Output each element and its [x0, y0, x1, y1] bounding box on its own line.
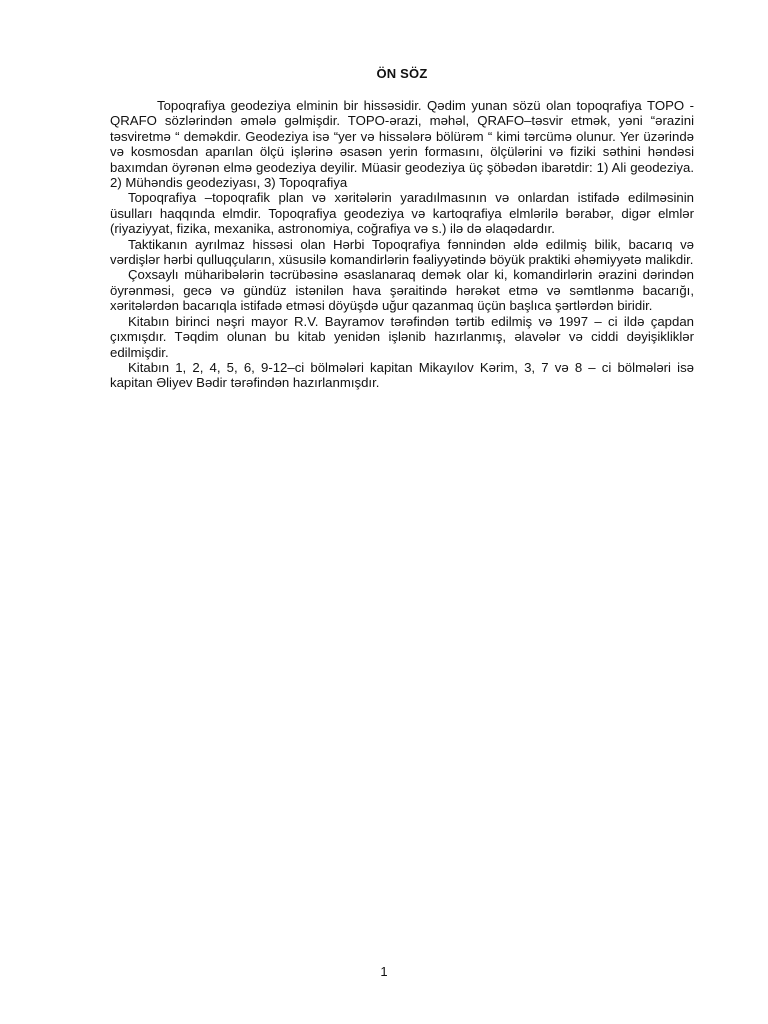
paragraph-intro: Topoqrafiya geodeziya elminin bir hissəsidir. Qədim yunan sözü olan topoqrafiya TOPO - QRAFO sözlərindən əmələ gəlmişdir. TOPO-ərazi, məhəl, QRAFO–təsvir etmək, yəni “ərazini təsviretmə “ deməkdir. Geodeziya isə “yer və hissələrə bölürəm “ kimi tərcümə olunur. Yer üzərində və kosmosdan aparılan ölçü işlərinə əsasən yerin formasını, ölçülərini və fiziki səthini həndəsi baxımdan öyrənən elmə geodeziya deyilir. Müasir geodeziya üç şöbədən ibarətdir: 1) Ali geodeziya. 2) Mühəndis geodeziyası, 3) Topoqrafiya	[110, 98, 694, 191]
paragraph-first-edition: Kitabın birinci nəşri mayor R.V. Bayramov tərəfindən tərtib edilmiş və 1997 – ci ildə çapdan çıxmışdır. Təqdim olunan bu kitab yenidən işlənib hazırlanmış, əlavələr və ciddi dəyişikliklər edilmişdir.	[110, 313, 694, 360]
document-body	[110, 66, 694, 391]
paragraph-topography-definition: Topoqrafiya –topoqrafik plan və xəritələrin yaradılmasının və onlardan istifadə edilməsinin üsulları haqqında elmdir. Topoqrafiya geodeziya və kartoqrafiya elmlərilə bərabər, digər elmlər (riyaziyyat, fizika, mexanika, astronomiya, coğrafiya və s.) ilə də əlaqədardır.	[110, 190, 694, 237]
section-title: ÖN SÖZ	[376, 66, 428, 81]
paragraph-authors: Kitabın 1, 2, 4, 5, 6, 9-12–ci bölmələri kapitan Mikayılov Kərim, 3, 7 və 8 – ci bölmələri isə kapitan Əliyev Bədir tərəfindən hazırlanmışdır.	[110, 359, 694, 391]
paragraph-military-topography: Taktikanın ayrılmaz hissəsi olan Hərbi Topoqrafiya fənnindən əldə edilmiş bilik, bacarıq və vərdişlər hərbi qulluqçuların, xüsusilə komandirlərin fəaliyyətində böyük praktiki əhəmiyyətə malikdir.	[110, 236, 694, 268]
paragraph-war-experience: Çoxsaylı müharibələrin təcrübəsinə əsaslanaraq demək olar ki, komandirlərin ərazini dərindən öyrənməsi, gecə və gündüz istənilən hava şəraitində hərəkət etmə və səmtlənmə bacarığı, xəritələrdən bacarıqla istifadə etməsi döyüşdə uğur qazanmaq üçün başlıca şərtlərdən biridir.	[110, 267, 694, 314]
page-number: 1	[380, 964, 388, 979]
